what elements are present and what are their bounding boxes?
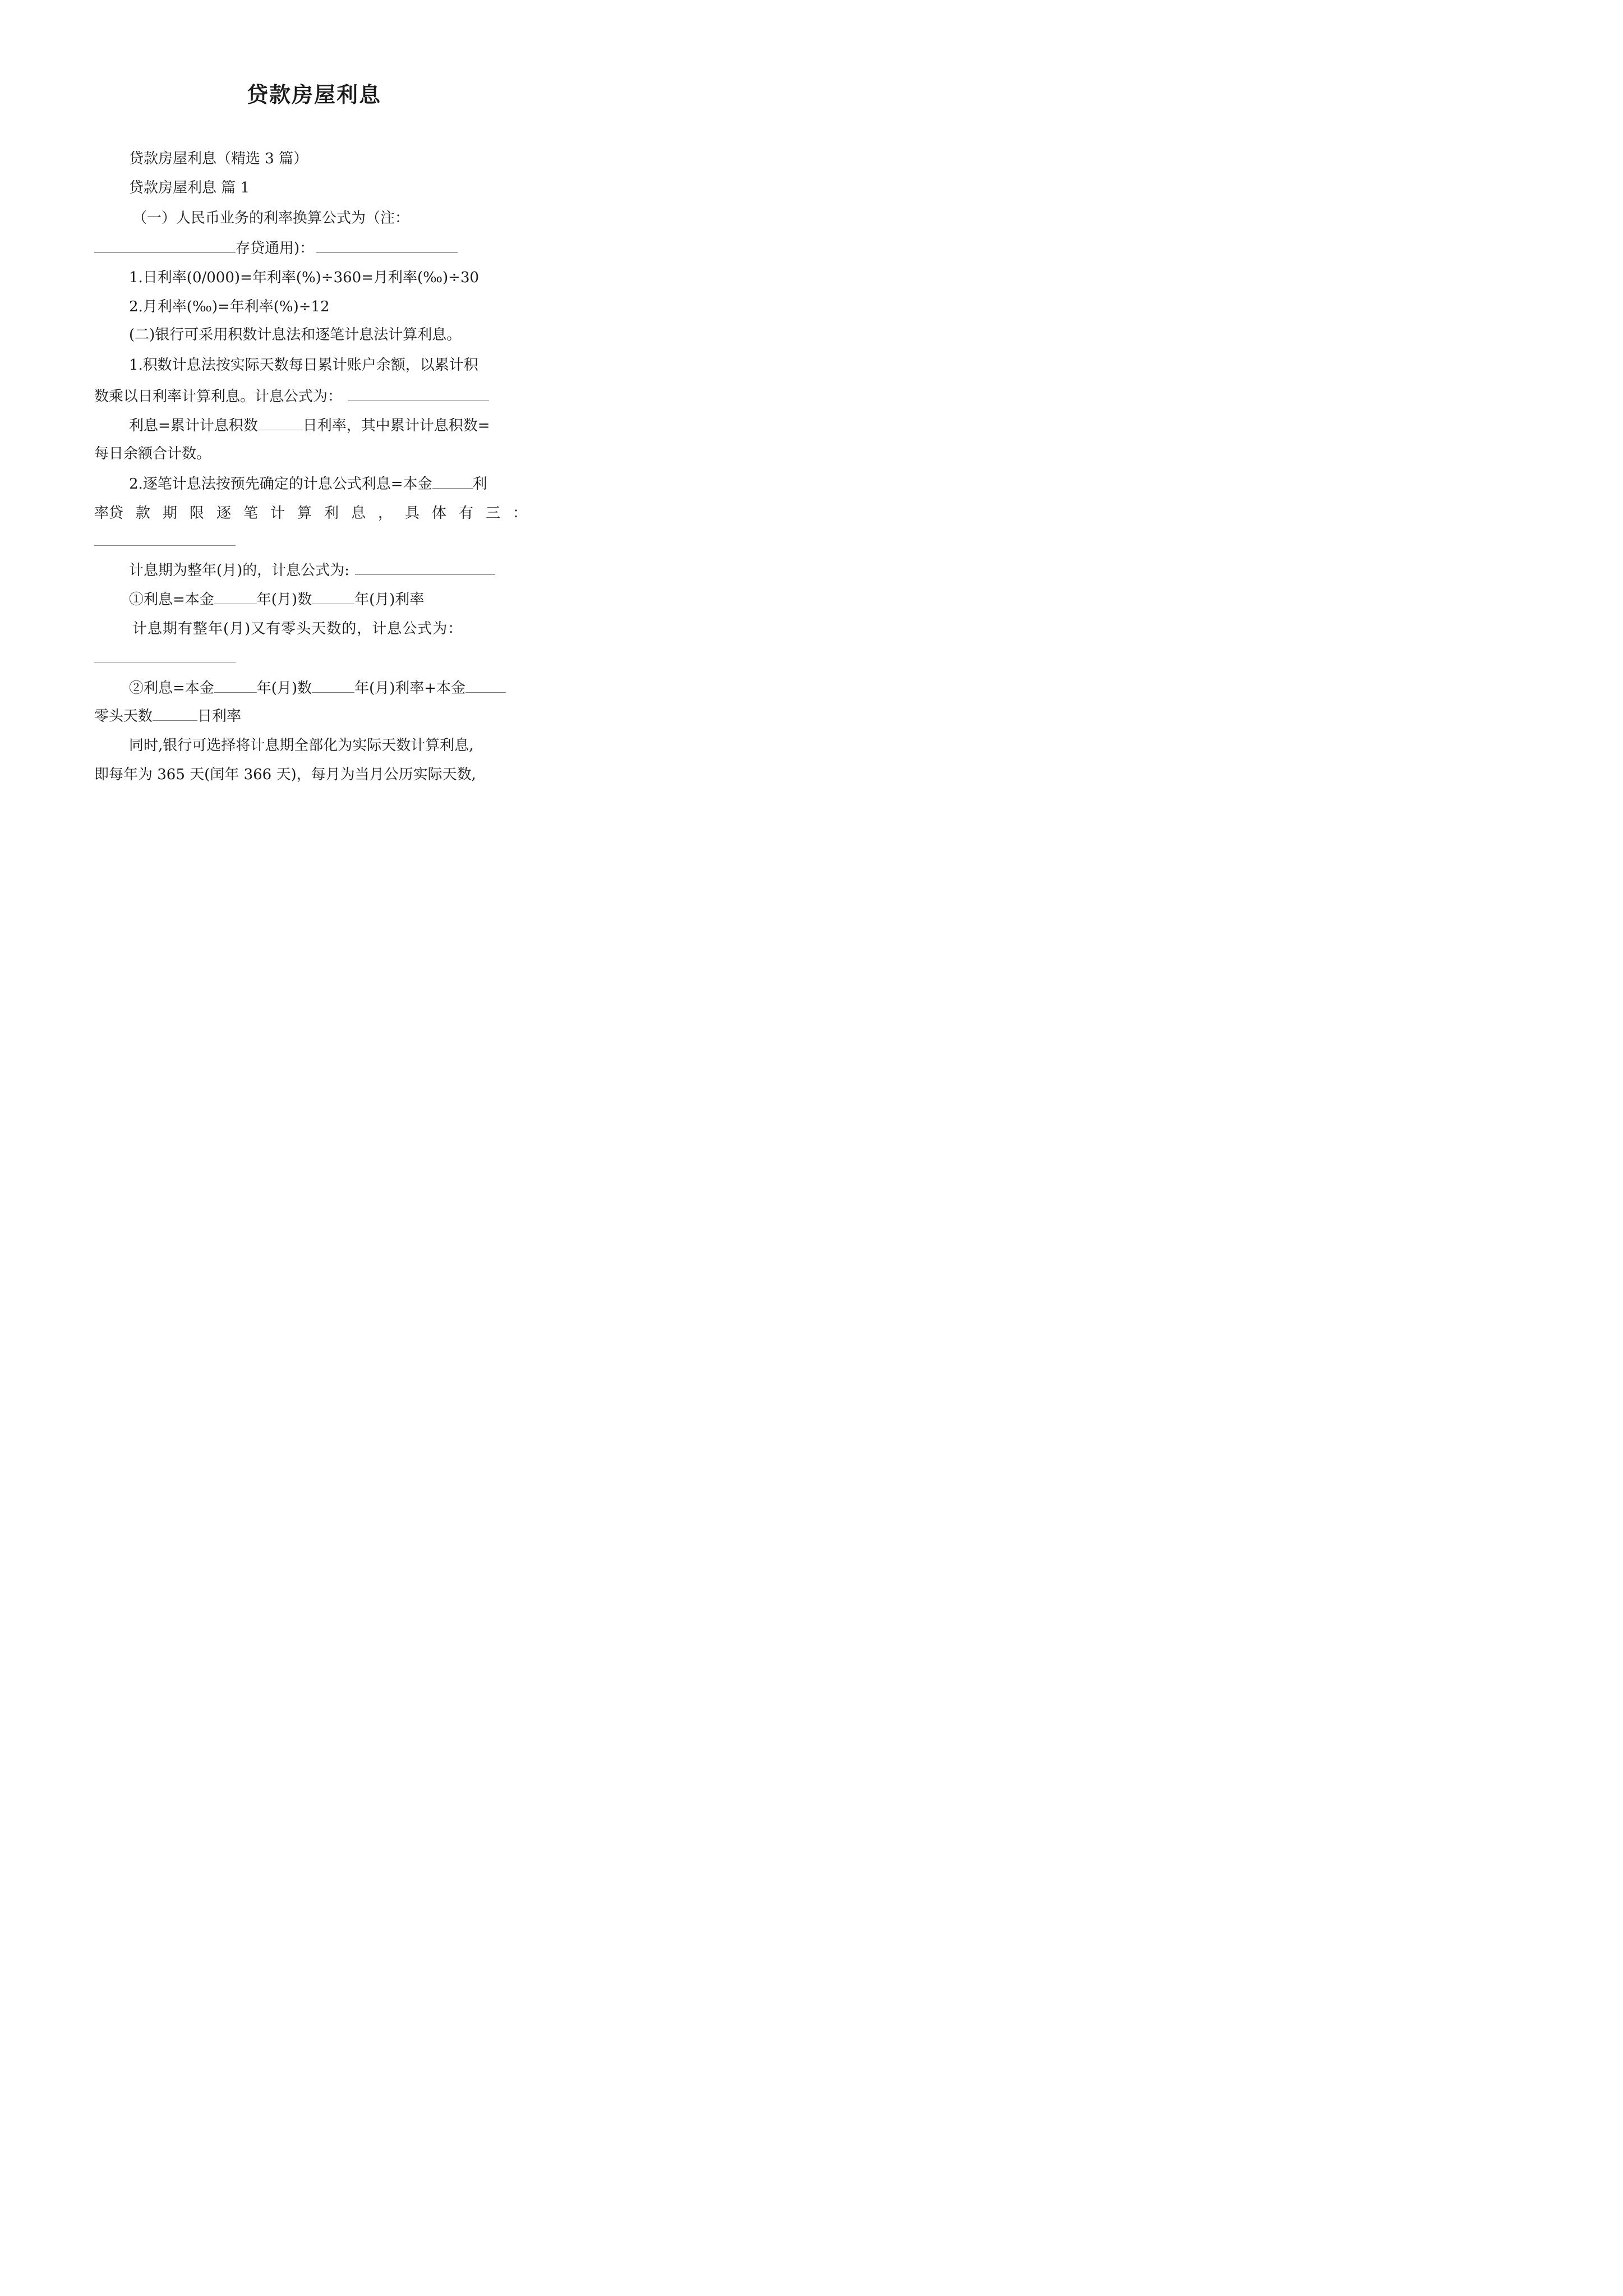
fill-blank — [214, 589, 257, 604]
formula-daily-rate: 1.日利率(0/000)=年利率(%)÷360=月利率(‰)÷30 — [129, 269, 479, 286]
fill-blank — [432, 473, 473, 489]
fill-blank — [258, 415, 303, 430]
text-segment: 数乘以日利率计算利息。计息公式为： — [94, 388, 343, 405]
text-segment: 年(月)利率 — [354, 591, 425, 608]
paragraph-whole-period — [129, 560, 495, 580]
fill-blank — [465, 678, 506, 693]
blank-rule — [94, 545, 236, 546]
formula-1 — [129, 589, 424, 609]
paragraph-line: 每日余额合计数。 — [94, 445, 211, 462]
fill-blank — [214, 678, 257, 693]
text-segment: 年(月)利率+本金 — [354, 680, 466, 697]
formula-monthly-rate: 2.月利率(‰)=年利率(%)÷12 — [129, 298, 330, 315]
fill-blank — [94, 238, 236, 253]
text-segment: 日利率，其中累计计息积数= — [302, 417, 490, 434]
document-title: 贷款房屋利息 — [246, 82, 381, 107]
fill-blank — [312, 678, 354, 693]
text-segment: 年(月)数 — [256, 680, 312, 697]
formula-2 — [129, 678, 506, 698]
paragraph-line — [94, 386, 489, 406]
text-segment: ②利息=本金 — [129, 680, 214, 697]
text-segment: 利息=累计计息积数 — [129, 417, 258, 434]
text-segment: 率 — [94, 505, 109, 522]
text-segment: 利 — [472, 476, 487, 493]
text-segment: ①利息=本金 — [129, 591, 214, 608]
text-segment: 计息期为整年(月)的，计息公式为: — [129, 562, 350, 579]
subtitle-selection: 贷款房屋利息（精选 3 篇） — [129, 150, 308, 167]
fill-blank — [348, 386, 489, 401]
text-segment: 年(月)数 — [256, 591, 312, 608]
text-segment: 零头天数 — [94, 708, 153, 725]
fill-blank — [316, 238, 458, 253]
section-heading: 贷款房屋利息 篇 1 — [129, 180, 250, 196]
paragraph-mixed-period: 计息期有整年(月)又有零头天数的，计息公式为： — [132, 620, 463, 637]
paragraph-methods: (二)银行可采用积数计息法和逐笔计息法计算利息。 — [129, 326, 462, 343]
paragraph-rate-conversion — [132, 209, 525, 228]
spread-text: （一）人民币业务的利率换算公式为（注： — [132, 210, 410, 227]
paragraph-item-by-item — [129, 473, 487, 494]
fill-blank — [355, 560, 495, 575]
fill-blank — [312, 589, 354, 604]
paragraph-line-justified — [94, 504, 540, 523]
text-segment: 日利率 — [197, 708, 242, 725]
spread-text: 贷款期限逐笔计算利息，具体有三： — [109, 505, 540, 522]
paragraph-line — [94, 238, 458, 258]
formula-2-continued — [94, 706, 241, 726]
paragraph-actual-days: 同时,银行可选择将计息期全部化为实际天数计算利息, — [129, 737, 474, 754]
text-segment: 2.逐笔计息法按预先确定的计息公式利息=本金 — [129, 476, 432, 493]
paragraph-line: 即每年为 365 天(闰年 366 天)，每月为当月公历实际天数, — [94, 766, 476, 783]
text-segment: 存贷通用)： — [236, 240, 315, 257]
paragraph-accumulation: 1.积数计息法按实际天数每日累计账户余额，以累计积 — [129, 357, 478, 374]
fill-blank — [153, 706, 197, 721]
formula-interest-accumulation — [129, 415, 490, 435]
